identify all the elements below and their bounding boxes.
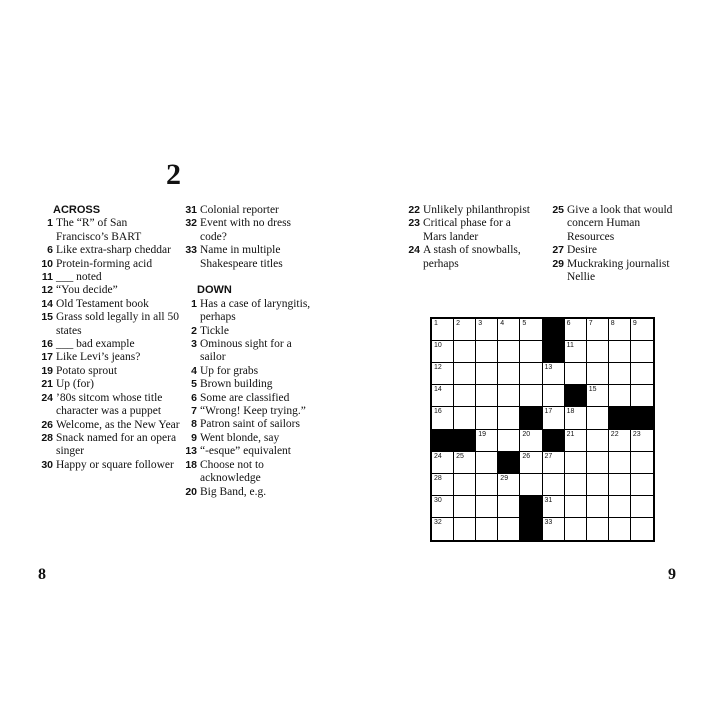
grid-black-square	[454, 430, 476, 452]
grid-cell-number: 8	[610, 320, 615, 327]
clue-number: 2	[191, 324, 197, 337]
grid-cell-number: 6	[566, 320, 571, 327]
grid-cell[interactable]	[631, 341, 653, 363]
clue-text: Up (for)	[56, 378, 94, 391]
grid-cell[interactable]	[454, 518, 476, 540]
grid-cell[interactable]	[631, 385, 653, 407]
clue-text: Critical phase for a Mars lander	[423, 217, 511, 243]
grid-cell[interactable]	[476, 319, 498, 341]
grid-cell[interactable]	[587, 430, 609, 452]
clue-number: 13	[185, 445, 197, 458]
down-column-3	[406, 204, 536, 271]
grid-cell[interactable]	[631, 452, 653, 474]
grid-black-square	[631, 407, 653, 429]
grid-cell-number: 18	[566, 408, 575, 416]
grid-cell[interactable]	[498, 496, 520, 518]
clue-text: Went blonde, say	[200, 431, 280, 444]
grid-cell-number: 27	[544, 452, 553, 460]
clue-number: 17	[41, 351, 53, 364]
clue	[550, 204, 680, 244]
grid-cell[interactable]	[609, 518, 631, 540]
clue-text: Name in multiple Shakespeare titles	[200, 244, 283, 270]
grid-cell-number: 21	[566, 430, 575, 438]
clue	[184, 432, 314, 445]
grid-cell[interactable]	[587, 518, 609, 540]
clue	[40, 258, 180, 271]
clue-text: Old Testament book	[56, 297, 149, 310]
grid-cell-number: 12	[434, 364, 442, 372]
clue	[184, 405, 314, 418]
clue-number: 1	[191, 297, 197, 310]
clue	[184, 445, 314, 458]
grid-black-square	[520, 518, 542, 540]
clue	[40, 392, 180, 419]
grid-cell[interactable]	[543, 407, 565, 429]
grid-cell[interactable]	[587, 496, 609, 518]
grid-black-square	[520, 407, 542, 429]
clue-text: Like Levi’s jeans?	[56, 351, 141, 364]
grid-cell[interactable]	[476, 341, 498, 363]
grid-cell[interactable]	[498, 363, 520, 385]
grid-cell[interactable]	[498, 474, 520, 496]
clue-text: Brown building	[200, 378, 273, 391]
grid-cell[interactable]	[520, 430, 542, 452]
clue-number: 9	[191, 431, 197, 444]
grid-cell[interactable]	[432, 385, 454, 407]
grid-cell-number: 16	[434, 408, 442, 416]
grid-cell[interactable]	[609, 385, 631, 407]
grid-cell[interactable]	[565, 407, 587, 429]
grid-cell-number: 20	[522, 430, 531, 438]
puzzle-number: 2	[166, 158, 181, 191]
grid-cell-number: 13	[544, 364, 553, 372]
grid-cell[interactable]	[587, 474, 609, 496]
grid-cell-number: 30	[434, 496, 442, 504]
grid-black-square	[543, 341, 565, 363]
clue-number: 20	[185, 485, 197, 498]
clue	[184, 365, 314, 378]
grid-cell[interactable]	[476, 407, 498, 429]
grid-cell[interactable]	[609, 341, 631, 363]
grid-cell[interactable]	[543, 496, 565, 518]
grid-cell-number: 33	[544, 518, 553, 526]
grid-cell-number: 24	[434, 452, 442, 460]
clue-column-2	[184, 204, 314, 499]
grid-cell-number: 14	[434, 386, 442, 394]
grid-cell[interactable]	[432, 319, 454, 341]
clue	[184, 244, 314, 271]
clue-number: 8	[191, 418, 197, 431]
clue-number: 24	[408, 244, 420, 257]
grid-cell-number: 23	[632, 430, 641, 438]
clue-text: Like extra-sharp cheddar	[56, 244, 171, 257]
clue-number: 31	[185, 204, 197, 216]
clue	[40, 311, 180, 338]
grid-cell[interactable]	[587, 319, 609, 341]
grid-cell[interactable]	[609, 452, 631, 474]
clue	[184, 217, 314, 244]
clue-text: Welcome, as the New Year	[56, 418, 180, 431]
clue-text: Choose not to acknowledge	[200, 458, 264, 485]
clue-number: 10	[41, 257, 53, 270]
clue-number: 23	[408, 217, 420, 230]
grid-cell[interactable]	[609, 319, 631, 341]
grid-cell-number: 32	[434, 518, 442, 526]
clue-number: 19	[41, 364, 53, 377]
clue-number: 16	[41, 338, 53, 351]
grid-cell[interactable]	[432, 496, 454, 518]
clue-number: 25	[552, 204, 564, 216]
grid-cell[interactable]	[520, 474, 542, 496]
clue-number: 26	[41, 418, 53, 431]
clue-text: “You decide”	[56, 284, 118, 297]
clue	[40, 244, 180, 257]
clue	[406, 204, 536, 217]
clue-number: 29	[552, 257, 564, 270]
grid-cell[interactable]	[543, 385, 565, 407]
grid-cell[interactable]	[476, 363, 498, 385]
clue	[406, 244, 536, 271]
grid-black-square	[520, 496, 542, 518]
grid-cell[interactable]	[454, 474, 476, 496]
clue	[406, 217, 536, 244]
grid-cell[interactable]	[520, 385, 542, 407]
clue-number: 33	[185, 244, 197, 257]
grid-cell-number: 28	[434, 474, 442, 482]
grid-cell-number: 4	[500, 320, 505, 327]
grid-cell[interactable]	[565, 474, 587, 496]
clue-number: 11	[41, 271, 53, 284]
grid-cell[interactable]	[498, 430, 520, 452]
grid-cell-number: 17	[544, 408, 553, 416]
clue	[40, 271, 180, 284]
grid-cell[interactable]	[543, 474, 565, 496]
grid-cell[interactable]	[432, 407, 454, 429]
clue	[550, 258, 680, 285]
grid-cell-number: 19	[478, 430, 486, 438]
grid-cell[interactable]	[587, 363, 609, 385]
down-column-4	[550, 204, 680, 284]
clue	[40, 351, 180, 364]
clue-text: Desire	[567, 244, 598, 257]
grid-cell[interactable]	[587, 341, 609, 363]
clue-number: 21	[41, 378, 53, 391]
grid-cell[interactable]	[631, 363, 653, 385]
clue-text: “-esque” equivalent	[200, 445, 291, 458]
clue	[40, 298, 180, 311]
clue-text: A stash of snowballs, perhaps	[423, 244, 521, 270]
clue-text: Big Band, e.g.	[200, 485, 267, 498]
grid-cell[interactable]	[498, 319, 520, 341]
grid-cell-number: 31	[544, 496, 553, 504]
clue-text: Up for grabs	[200, 364, 259, 377]
grid-cell[interactable]	[565, 341, 587, 363]
grid-black-square	[543, 430, 565, 452]
grid-cell[interactable]	[520, 319, 542, 341]
grid-cell[interactable]	[631, 518, 653, 540]
clue-text: Colonial reporter	[200, 204, 279, 216]
grid-cell-number: 22	[610, 430, 619, 438]
grid-cell[interactable]	[454, 363, 476, 385]
grid-cell-number: 1	[434, 320, 438, 327]
grid-cell[interactable]	[631, 474, 653, 496]
grid-cell[interactable]	[498, 385, 520, 407]
grid-cell[interactable]	[454, 319, 476, 341]
clue-text: ’80s sitcom whose title character was a puppet	[56, 391, 163, 418]
clue-number: 6	[47, 244, 53, 257]
clue-text: Potato sprout	[56, 364, 118, 377]
page-number-right: 9	[668, 566, 676, 583]
grid-cell[interactable]	[432, 363, 454, 385]
clue-number: 6	[191, 391, 197, 404]
clue	[40, 432, 180, 459]
clue-number: 30	[41, 458, 53, 471]
grid-cell[interactable]	[476, 430, 498, 452]
grid-cell-number: 29	[500, 474, 509, 482]
clue-number: 3	[191, 338, 197, 351]
clue-number: 22	[408, 204, 420, 216]
clue-number: 5	[191, 378, 197, 391]
grid-cell[interactable]	[587, 452, 609, 474]
clue-number: 27	[552, 244, 564, 257]
clue	[184, 298, 314, 325]
grid-black-square	[609, 407, 631, 429]
clue	[550, 244, 680, 257]
grid-cell[interactable]	[432, 341, 454, 363]
clue-text: Snack named for an opera singer	[56, 431, 177, 458]
grid-cell-number: 11	[566, 342, 574, 350]
grid-cell-number: 5	[522, 320, 527, 327]
grid-cell[interactable]	[454, 452, 476, 474]
clue-text: Happy or square follower	[56, 458, 174, 471]
clue-text: ___ noted	[56, 271, 102, 284]
grid-cell[interactable]	[476, 474, 498, 496]
grid-cell-number: 2	[456, 320, 460, 327]
grid-cell[interactable]	[520, 341, 542, 363]
clue	[184, 378, 314, 391]
clue	[40, 459, 180, 472]
grid-cell[interactable]	[454, 407, 476, 429]
grid-cell[interactable]	[609, 430, 631, 452]
clue-text: The “R” of San Francisco’s BART	[56, 217, 142, 243]
clue	[40, 365, 180, 378]
grid-cell[interactable]	[432, 474, 454, 496]
clue-number: 7	[191, 405, 197, 418]
clue	[184, 486, 314, 499]
clue-number: 28	[41, 431, 53, 444]
grid-cell[interactable]	[565, 518, 587, 540]
clue	[40, 419, 180, 432]
grid-cell[interactable]	[432, 452, 454, 474]
clue-number: 18	[185, 458, 197, 471]
clue-text: Event with no dress code?	[200, 217, 292, 243]
clue-number: 4	[191, 364, 197, 377]
grid-cell[interactable]	[520, 452, 542, 474]
grid-cell[interactable]	[565, 496, 587, 518]
grid-cell-number: 15	[588, 386, 597, 394]
clue-text: ___ bad example	[56, 338, 135, 351]
grid-black-square	[432, 430, 454, 452]
clue	[184, 325, 314, 338]
clue-number: 15	[41, 311, 53, 324]
grid-cell-number: 9	[632, 320, 637, 327]
grid-black-square	[565, 385, 587, 407]
clue-number: 1	[47, 217, 53, 230]
grid-black-square	[543, 319, 565, 341]
clue-text: Ominous sight for a sailor	[200, 338, 292, 364]
across-column-1	[40, 204, 180, 472]
grid-cell[interactable]	[587, 407, 609, 429]
grid-cell-number: 7	[588, 320, 593, 327]
grid-cell[interactable]	[498, 407, 520, 429]
clue-text: Give a look that would concern Human Resources	[567, 204, 673, 243]
grid-black-square	[498, 452, 520, 474]
grid-cell[interactable]	[609, 496, 631, 518]
grid-cell[interactable]	[454, 341, 476, 363]
grid-cell[interactable]	[476, 452, 498, 474]
crossword-grid[interactable]	[430, 317, 655, 542]
clue	[184, 392, 314, 405]
grid-cell-number: 25	[456, 452, 464, 460]
grid-cell[interactable]	[543, 452, 565, 474]
grid-cell[interactable]	[631, 496, 653, 518]
grid-cell[interactable]	[609, 474, 631, 496]
clue-text: Grass sold legally in all 50 states	[56, 311, 179, 337]
grid-cell-number: 26	[522, 452, 531, 460]
clue-text: Has a case of laryngitis, perhaps	[200, 297, 311, 324]
page-number-left: 8	[38, 566, 46, 583]
grid-cell[interactable]	[543, 518, 565, 540]
across-heading: ACROSS	[53, 204, 101, 216]
grid-cell[interactable]	[565, 319, 587, 341]
grid-cell[interactable]	[587, 385, 609, 407]
grid-cell-number: 3	[478, 320, 483, 327]
clue-text: Unlikely philanthropist	[423, 204, 531, 216]
grid-cell[interactable]	[565, 430, 587, 452]
clue-number: 14	[41, 297, 53, 310]
clue	[40, 217, 180, 244]
clue-number: 24	[41, 391, 53, 404]
clue	[40, 378, 180, 391]
clue	[184, 459, 314, 486]
clue-number: 32	[185, 217, 197, 230]
clue-text: Protein-forming acid	[56, 257, 153, 270]
grid-cell[interactable]	[543, 363, 565, 385]
clue-number: 12	[41, 284, 53, 297]
down-heading: DOWN	[197, 284, 232, 297]
clue-text: Muckraking journalist Nellie	[567, 257, 670, 284]
clue-text: Tickle	[200, 324, 229, 337]
clue-text: “Wrong! Keep trying.”	[200, 405, 306, 418]
clue-text: Patron saint of sailors	[200, 418, 300, 431]
clue	[40, 284, 180, 297]
grid-cell[interactable]	[498, 518, 520, 540]
grid-cell[interactable]	[565, 452, 587, 474]
clue	[184, 204, 314, 217]
grid-cell[interactable]	[498, 341, 520, 363]
grid-cell[interactable]	[454, 496, 476, 518]
clue	[184, 418, 314, 431]
grid-cell[interactable]	[520, 363, 542, 385]
grid-cell[interactable]	[476, 518, 498, 540]
grid-cell[interactable]	[565, 363, 587, 385]
grid-cell[interactable]	[609, 363, 631, 385]
grid-cell[interactable]	[631, 430, 653, 452]
grid-cell[interactable]	[476, 385, 498, 407]
grid-cell[interactable]	[454, 385, 476, 407]
grid-cell[interactable]	[476, 496, 498, 518]
grid-cell[interactable]	[631, 319, 653, 341]
grid-cell[interactable]	[432, 518, 454, 540]
clue-text: Some are classified	[200, 391, 290, 404]
clue	[40, 338, 180, 351]
grid-cell-number: 10	[434, 342, 442, 350]
clue	[184, 338, 314, 365]
